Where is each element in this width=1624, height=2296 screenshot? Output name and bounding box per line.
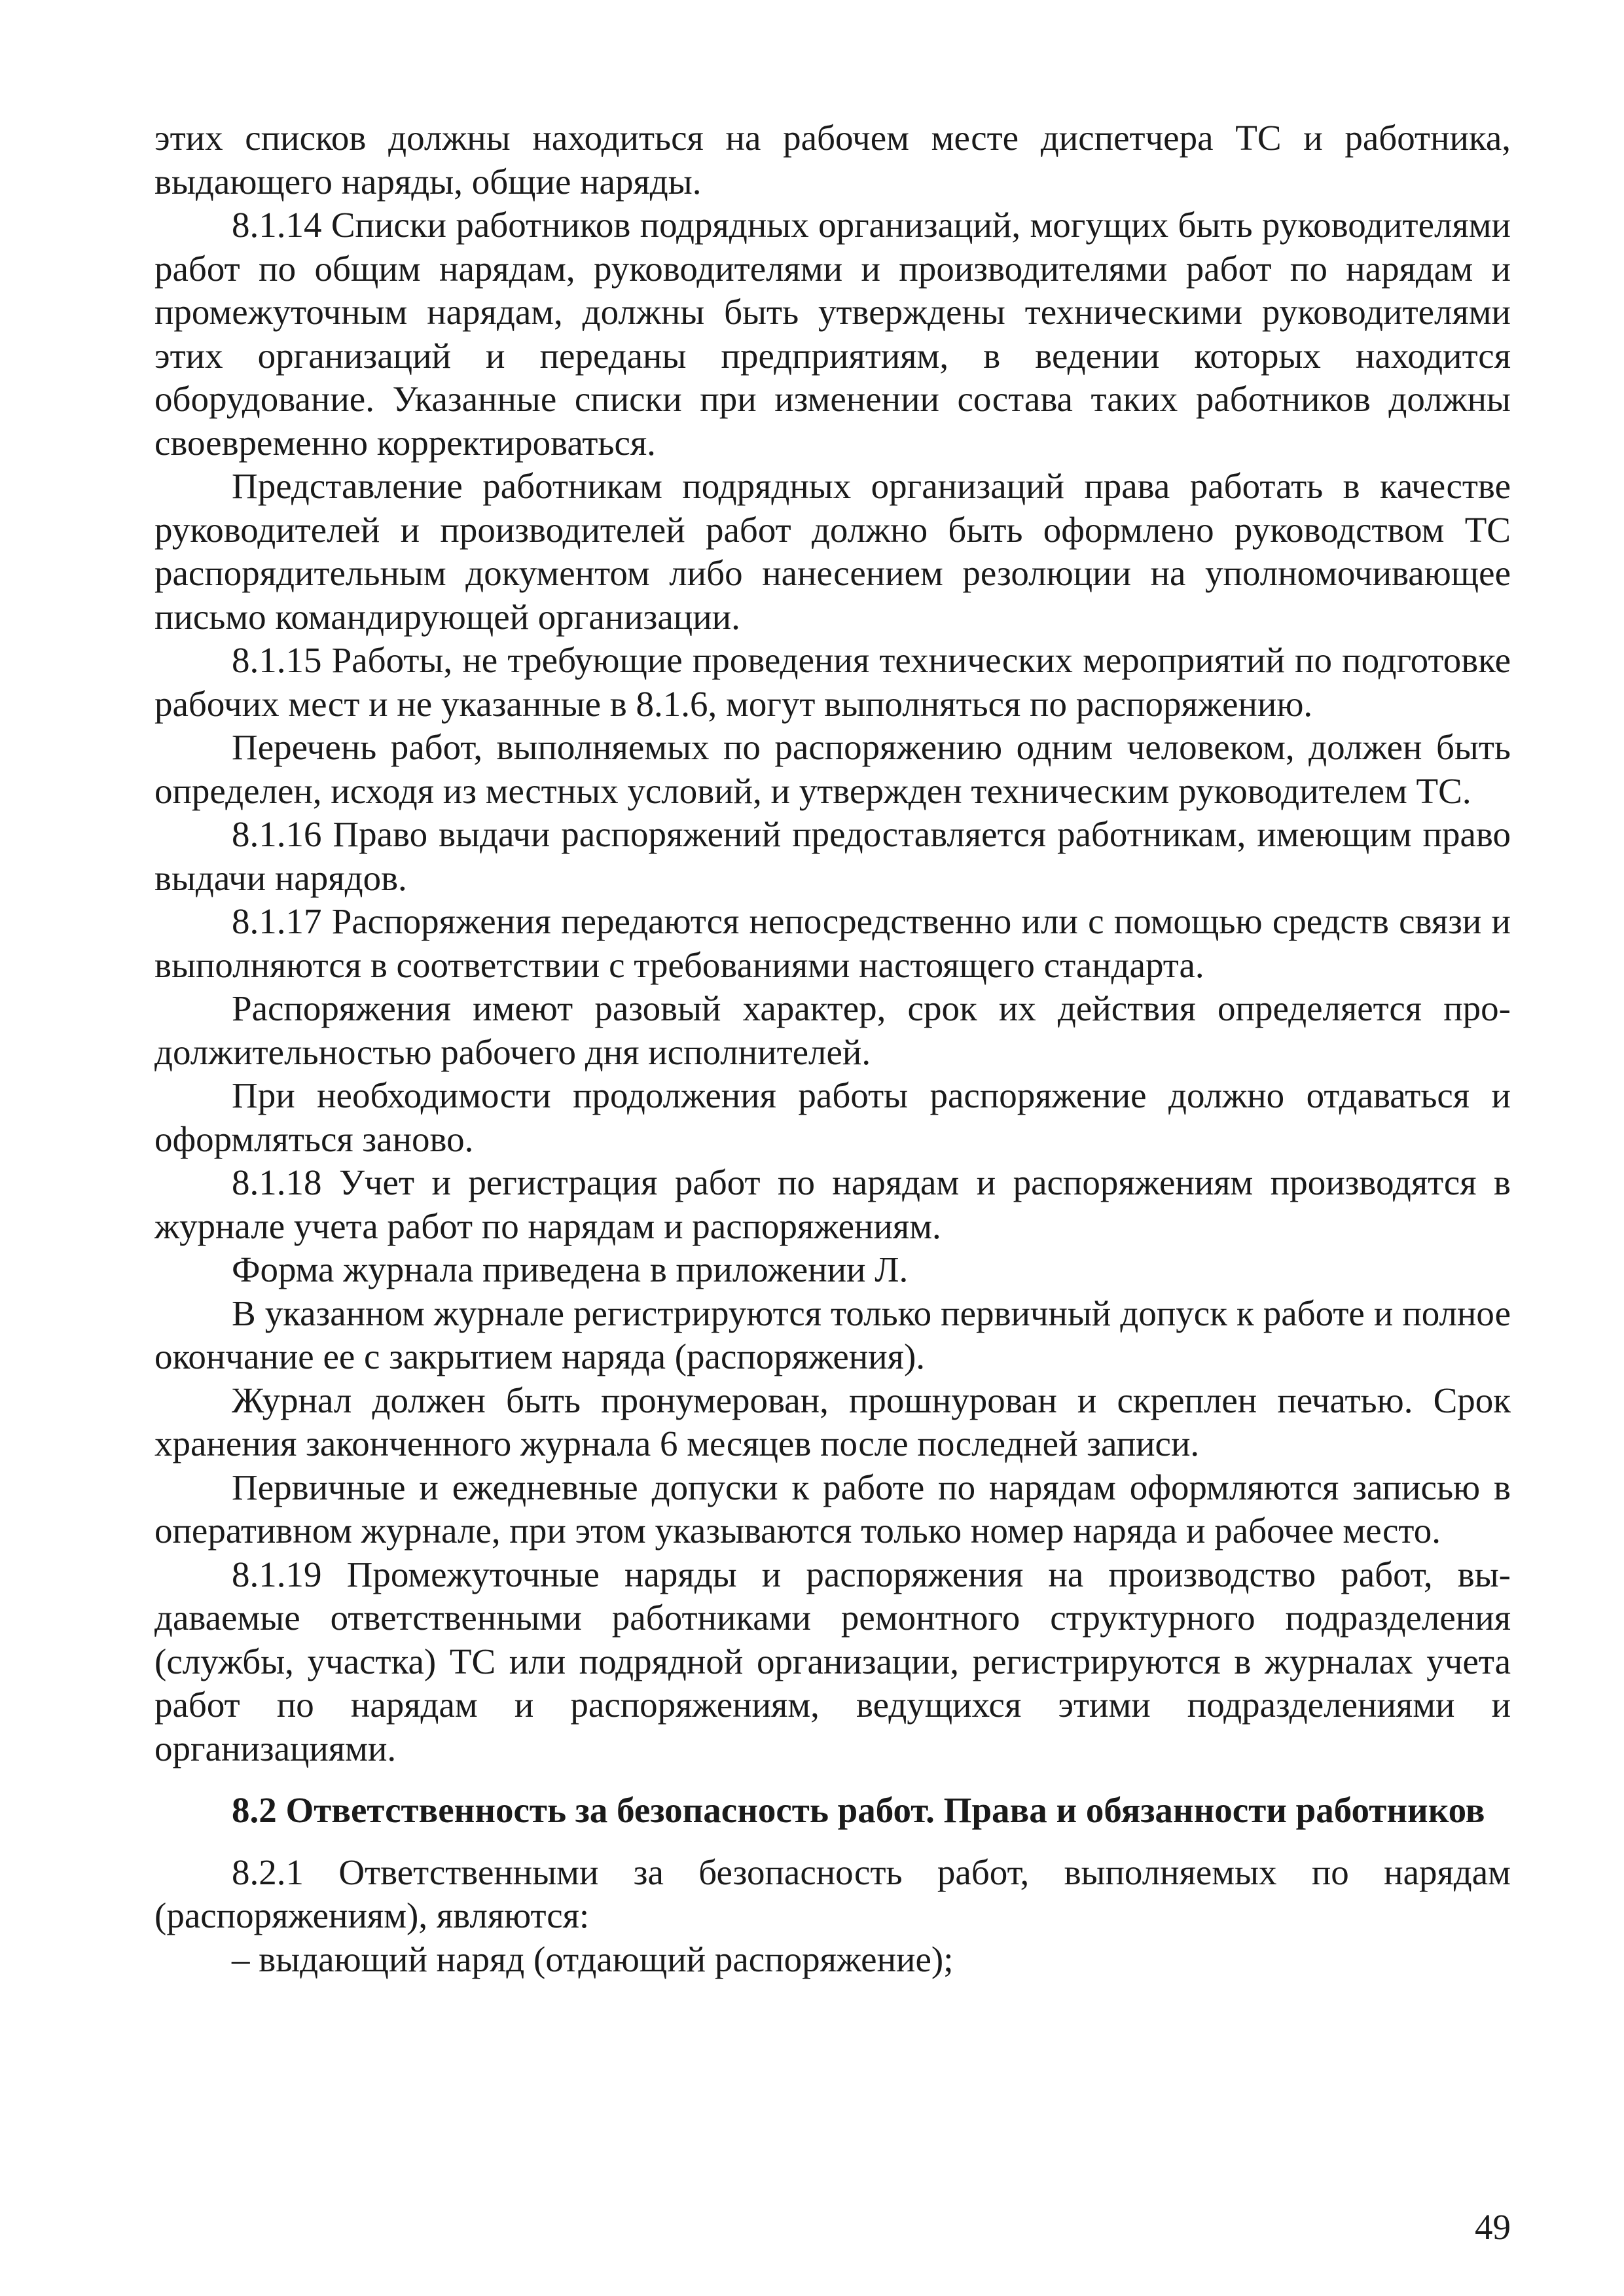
- paragraph-8-1-16: 8.1.16 Право выдачи распоряжений предоставляется работникам, имеющим право выдачи нарядов.: [154, 814, 1511, 898]
- paragraph-8-1-18: 8.1.18 Учет и регистрация работ по нарядам и распоряжениям производятся в журнале учета работ по нарядам и распоряжениям.: [154, 1162, 1511, 1246]
- paragraph-8-1-14: 8.1.14 Списки работников подрядных организаций, могущих быть руководителями работ по общим нарядам, руководителями и производителями работ по нарядам и промежуточным нарядам, должны быть утверждены техническими руководителями этих организаций и переданы предприятиям, в ведении которых находится оборудование. Указанные списки при изменении состава таких работников должны своевременно корректироваться.: [154, 205, 1511, 463]
- paragraph: При необходимости продолжения работы распоряжение должно отдаваться и оформляться заново.: [154, 1075, 1511, 1159]
- paragraph: Перечень работ, выполняемых по распоряжению одним человеком, должен быть определен, исходя из местных условий, и утвержден техническим руководителем ТС.: [154, 727, 1511, 811]
- paragraph: Форма журнала приведена в приложении Л.: [232, 1249, 909, 1289]
- paragraph: Представление работникам подрядных организаций права работать в качестве руководителей и производителей работ должно быть оформлено руководством ТС распорядительным документом либо нанесением резолюции на уполномочивающее письмо командирующей организации.: [154, 466, 1511, 637]
- list-item: – выдающий наряд (отдающий распоряжение);: [232, 1939, 954, 1979]
- paragraph: Журнал должен быть пронумерован, прошнурован и скреплен печатью. Срок хранения законченного журнала 6 месяцев после последней записи.: [154, 1380, 1511, 1463]
- paragraph-8-1-17: 8.1.17 Распоряжения передаются непосредственно или с помощью средств связи и выполняются в соответствии с требованиями настоящего стандарта.: [154, 901, 1511, 985]
- paragraph-8-1-15: 8.1.15 Работы, не требующие проведения технических мероприятий по подготовке рабочих мест и не указанные в 8.1.6, могут выполняться по распоряжению.: [154, 640, 1511, 724]
- paragraph-8-2-1: 8.2.1 Ответственными за безопасность работ, выполняемых по нарядам (распоряжениям), являются:: [154, 1852, 1511, 1935]
- document-page-body: [154, 117, 1511, 1981]
- paragraph: В указанном журнале регистрируются только первичный допуск к работе и полное окончание ее с закрытием наряда (распоряжения).: [154, 1293, 1511, 1376]
- paragraph: этих списков должны находиться на рабочем месте диспетчера ТС и работника, выдающего наряды, общие наряды.: [154, 118, 1511, 202]
- paragraph-8-1-19: 8.1.19 Промежуточные наряды и распоряжения на производство работ, выдаваемые ответственными работниками ремонтного структурного подразделения (службы, участка) ТС или подрядной организации, регистрируются в журналах учета работ по нарядам и распоряжениям, ведущихся этими подразделениями и организациями.: [154, 1554, 1511, 1768]
- section-heading-8-2: 8.2 Ответственность за безопасность работ. Права и обязанности работников: [232, 1790, 1485, 1830]
- page-number: 49: [1475, 2207, 1511, 2247]
- paragraph: Первичные и ежедневные допуски к работе по нарядам оформляются записью в оперативном журнале, при этом указываются только номер наряда и рабочее место.: [154, 1467, 1511, 1551]
- paragraph: Распоряжения имеют разовый характер, срок их действия определяется продолжительностью рабочего дня исполнителей.: [154, 988, 1511, 1072]
